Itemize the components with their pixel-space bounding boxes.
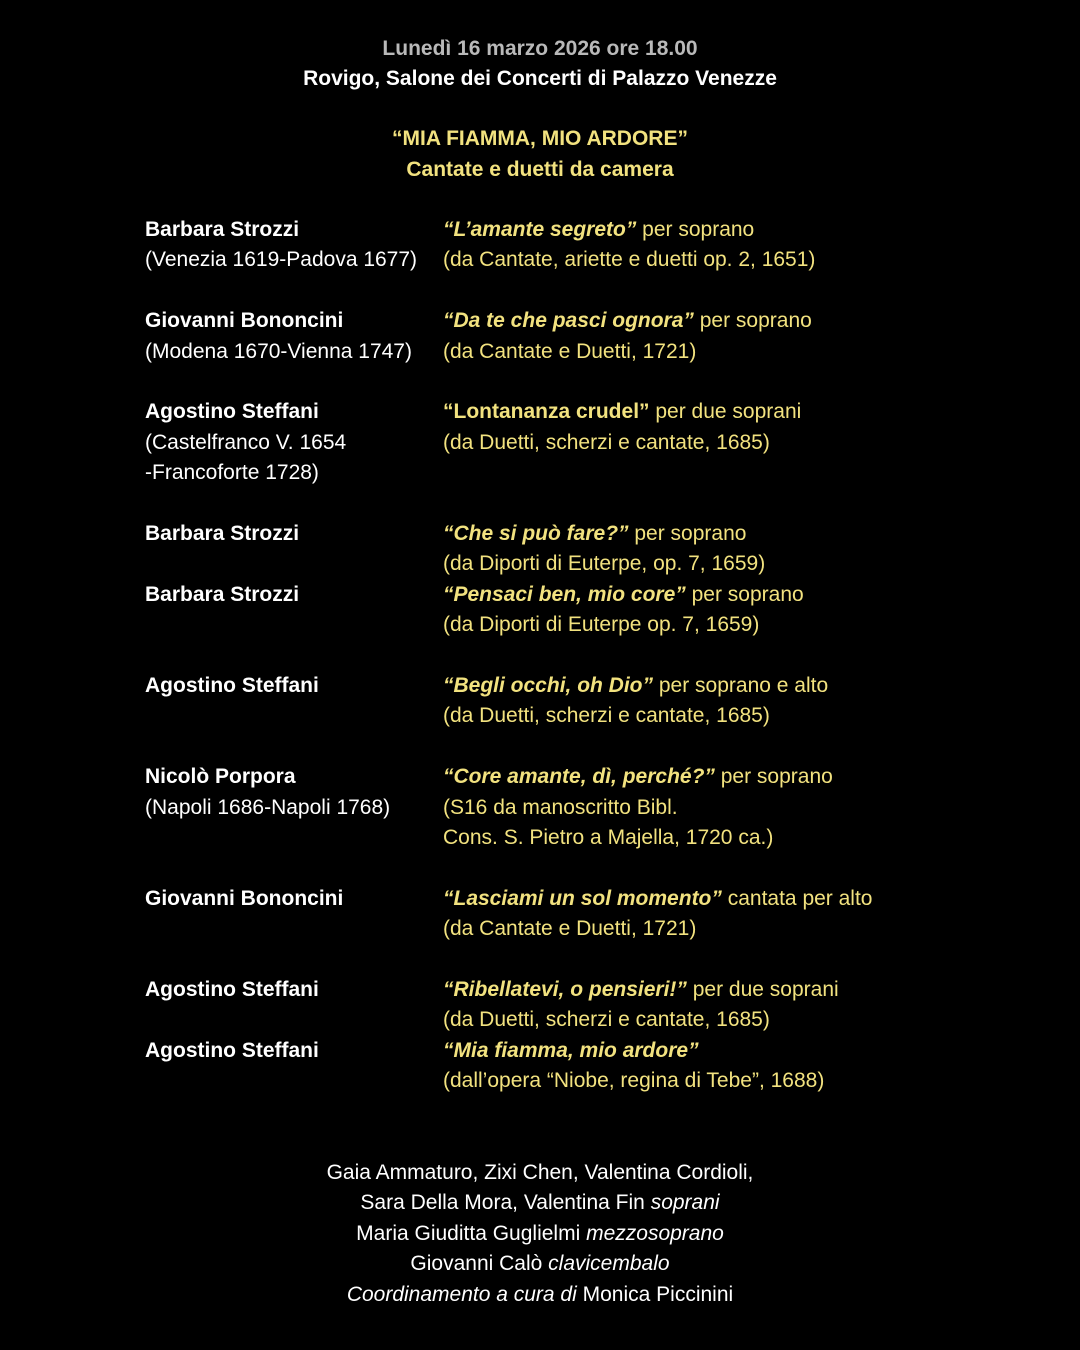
work-voices: per soprano bbox=[628, 522, 747, 546]
work-line bbox=[443, 671, 945, 701]
program-list bbox=[145, 215, 945, 1097]
work-source: Cons. S. Pietro a Majella, 1720 ca.) bbox=[443, 826, 774, 850]
composer-name: Agostino Steffani bbox=[145, 674, 319, 698]
work-block bbox=[443, 975, 945, 1036]
work-line bbox=[443, 519, 945, 549]
work-voices: per soprano bbox=[636, 218, 755, 241]
program-entry bbox=[145, 884, 945, 945]
composer-name: Giovanni Bononcini bbox=[145, 309, 344, 333]
program-entry bbox=[145, 306, 945, 367]
composer-block bbox=[145, 671, 443, 732]
composer-name: Giovanni Bononcini bbox=[145, 886, 344, 910]
program-entry bbox=[145, 215, 945, 276]
composer-dates: (Modena 1670-Vienna 1747) bbox=[145, 339, 412, 363]
mezzo-role: mezzosoprano bbox=[586, 1221, 724, 1245]
harpsichord-name: Giovanni Calò bbox=[410, 1252, 543, 1276]
composer-block bbox=[145, 397, 443, 488]
program-entry bbox=[145, 397, 945, 488]
singers-line-2 bbox=[0, 1188, 1080, 1218]
work-block bbox=[443, 306, 945, 367]
composer-name: Agostino Steffani bbox=[145, 400, 319, 424]
program-entry bbox=[145, 975, 945, 1036]
work-title: “Lontananza crudel” bbox=[443, 400, 650, 424]
concert-subtitle: Cantate e duetti da camera bbox=[406, 158, 674, 181]
program-entry bbox=[145, 762, 945, 853]
program-entry bbox=[145, 671, 945, 732]
program-entry bbox=[145, 519, 945, 580]
singers-names: Sara Della Mora, Valentina Fin bbox=[360, 1191, 645, 1215]
work-title: “L’amante segreto” bbox=[443, 218, 637, 241]
composer-block bbox=[145, 580, 443, 641]
composer-name: Agostino Steffani bbox=[145, 1038, 319, 1062]
work-title: “Da te che pasci ognora” bbox=[443, 309, 694, 333]
work-line bbox=[443, 306, 945, 336]
work-source: (da Cantate, ariette e duetti op. 2, 1651) bbox=[443, 248, 816, 272]
work-block bbox=[443, 519, 945, 580]
composer-name: Agostino Steffani bbox=[145, 978, 319, 1002]
work-source: (da Diporti di Euterpe op. 7, 1659) bbox=[443, 613, 760, 637]
singers-role: soprani bbox=[650, 1191, 720, 1215]
composer-name: Barbara Strozzi bbox=[145, 582, 300, 606]
work-source: (da Duetti, scherzi e cantate, 1685) bbox=[443, 1008, 770, 1032]
harpsichord-line bbox=[0, 1249, 1080, 1279]
work-line bbox=[443, 884, 945, 914]
work-source: (da Diporti di Euterpe, op. 7, 1659) bbox=[443, 552, 766, 576]
work-voices: cantata per alto bbox=[721, 886, 873, 910]
work-source: (da Cantate e Duetti, 1721) bbox=[443, 339, 697, 363]
work-source: (da Duetti, scherzi e cantate, 1685) bbox=[443, 430, 770, 454]
work-block bbox=[443, 762, 945, 853]
composer-name: Nicolò Porpora bbox=[145, 765, 296, 789]
work-source: (da Duetti, scherzi e cantate, 1685) bbox=[443, 704, 770, 728]
composer-block bbox=[145, 975, 443, 1036]
work-title: “Pensaci ben, mio core” bbox=[443, 582, 686, 606]
work-title: “Ribellatevi, o pensieri!” bbox=[443, 978, 687, 1002]
work-title: “Che si può fare?” bbox=[443, 522, 629, 546]
work-source: (da Cantate e Duetti, 1721) bbox=[443, 917, 697, 941]
work-voices: per soprano e alto bbox=[653, 674, 829, 698]
program-entry bbox=[145, 1036, 945, 1097]
work-title: “Begli occhi, oh Dio” bbox=[443, 674, 654, 698]
harpsichord-role: clavicembalo bbox=[548, 1252, 670, 1276]
work-title: “Mia fiamma, mio ardore” bbox=[443, 1038, 699, 1062]
composer-block bbox=[145, 215, 443, 276]
work-block bbox=[443, 215, 945, 276]
work-block bbox=[443, 1036, 945, 1097]
work-voices: per due soprani bbox=[686, 978, 839, 1002]
coordination-line bbox=[0, 1280, 1080, 1310]
composer-block bbox=[145, 306, 443, 367]
work-voices: per soprano bbox=[685, 582, 804, 606]
composer-block bbox=[145, 519, 443, 580]
work-line bbox=[443, 215, 945, 245]
work-voices: per soprano bbox=[714, 765, 833, 789]
composer-dates: (Venezia 1619-Padova 1677) bbox=[145, 248, 418, 272]
composer-dates: (Napoli 1686-Napoli 1768) bbox=[145, 795, 391, 819]
work-title: “Lasciami un sol momento” bbox=[443, 886, 722, 910]
work-line bbox=[443, 580, 945, 610]
singers-line-1: Gaia Ammaturo, Zixi Chen, Valentina Cordioli, bbox=[326, 1161, 754, 1184]
composer-block bbox=[145, 884, 443, 945]
coordination-label: Coordinamento a cura di bbox=[346, 1282, 577, 1306]
concert-date: Lunedì 16 marzo 2026 ore 18.00 bbox=[382, 37, 698, 60]
work-line bbox=[443, 975, 945, 1005]
composer-dates: -Francoforte 1728) bbox=[145, 461, 319, 485]
work-line bbox=[443, 1036, 945, 1066]
composer-block bbox=[145, 1036, 443, 1097]
work-block bbox=[443, 884, 945, 945]
composer-block bbox=[145, 762, 443, 853]
credits bbox=[0, 1158, 1080, 1310]
work-voices: per soprano bbox=[693, 309, 812, 333]
work-block bbox=[443, 671, 945, 732]
composer-name: Barbara Strozzi bbox=[145, 218, 300, 241]
work-block bbox=[443, 580, 945, 641]
work-source: (S16 da manoscritto Bibl. bbox=[443, 795, 678, 819]
coordination-name: Monica Piccinini bbox=[582, 1282, 734, 1306]
composer-dates: (Castelfranco V. 1654 bbox=[145, 430, 347, 454]
work-voices: per due soprani bbox=[649, 400, 802, 424]
program-entry bbox=[145, 580, 945, 641]
work-source: (dall’opera “Niobe, regina di Tebe”, 1688) bbox=[443, 1069, 825, 1093]
work-line bbox=[443, 397, 945, 427]
concert-title: “MIA FIAMMA, MIO ARDORE” bbox=[392, 127, 688, 150]
mezzo-name: Maria Giuditta Guglielmi bbox=[356, 1221, 581, 1245]
concert-venue: Rovigo, Salone dei Concerti di Palazzo Venezze bbox=[303, 67, 777, 90]
work-block bbox=[443, 397, 945, 488]
mezzo-line bbox=[0, 1219, 1080, 1249]
work-title: “Core amante, dì, perché?” bbox=[443, 765, 715, 789]
composer-name: Barbara Strozzi bbox=[145, 522, 300, 546]
work-line bbox=[443, 762, 945, 792]
